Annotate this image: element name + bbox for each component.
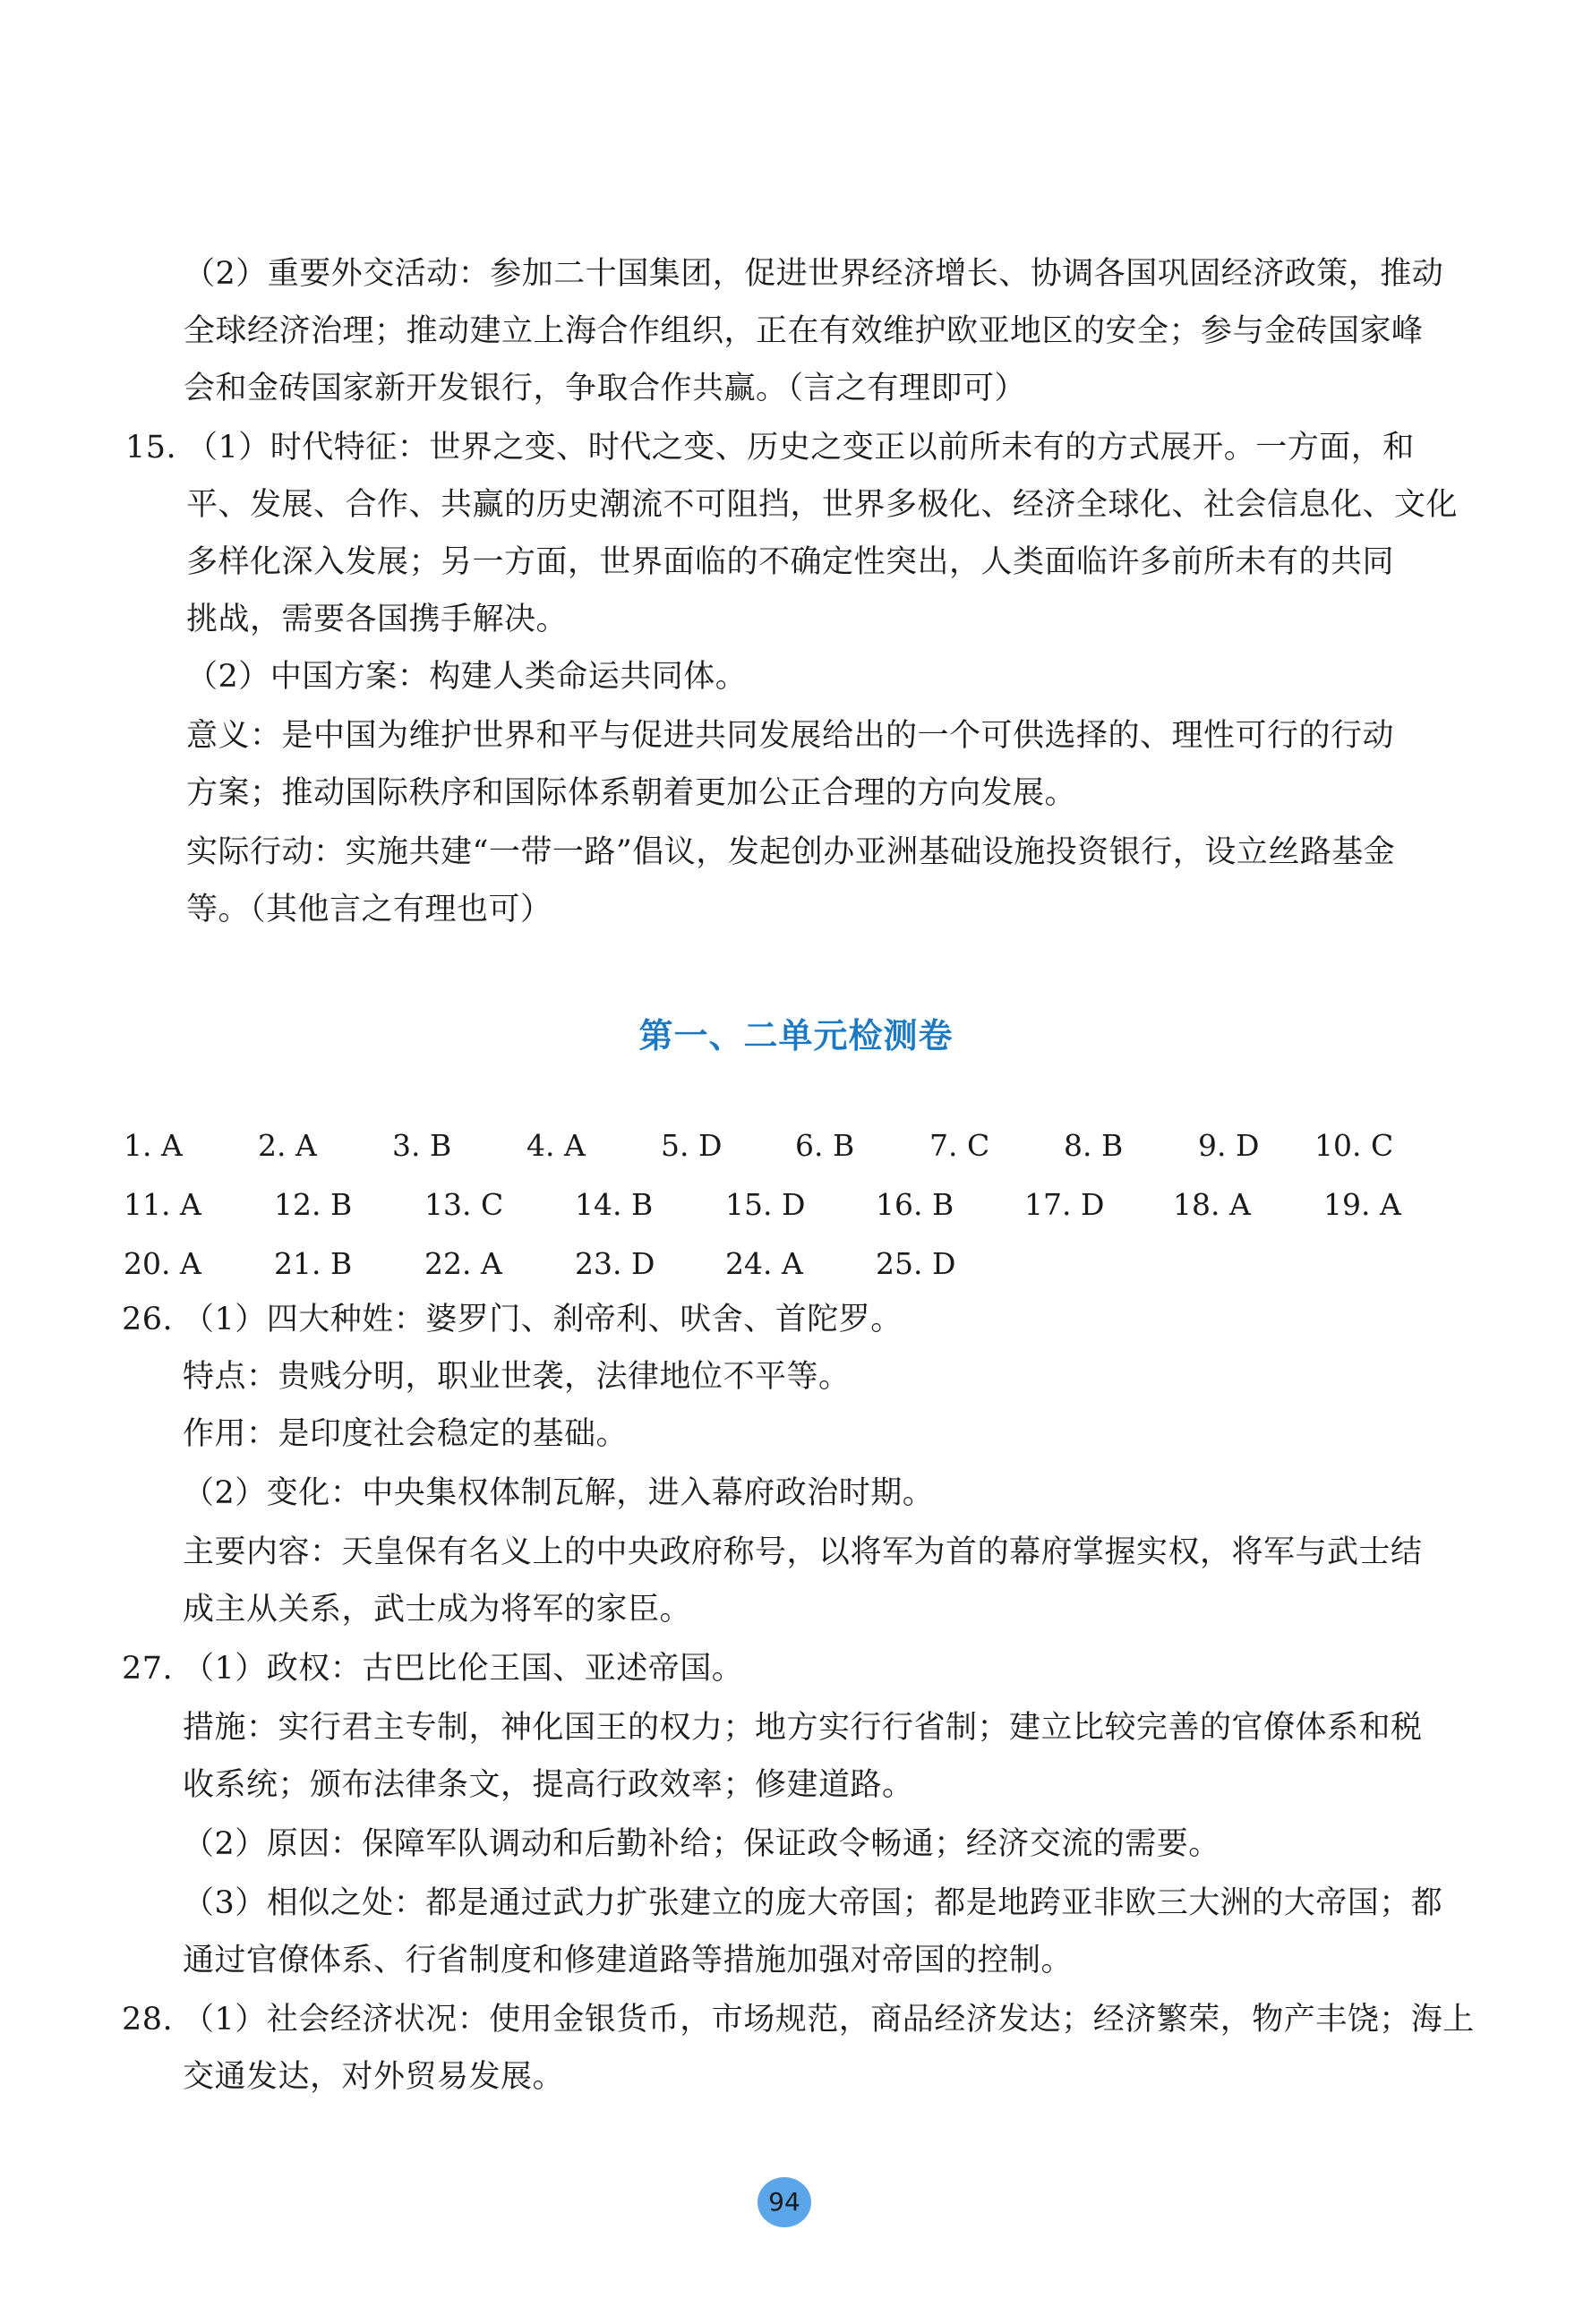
text-line: （2）原因：保障军队调动和后勤补给；保证政令畅通；经济交流的需要。 bbox=[183, 1826, 1220, 1862]
mc-answer: 15. D bbox=[725, 1187, 806, 1222]
mc-answer: 18. A bbox=[1173, 1187, 1251, 1222]
text-line: 全球经济治理；推动建立上海合作组织，正在有效维护欧亚地区的安全；参与金砖国家峰 bbox=[184, 313, 1424, 349]
question-number: 28. bbox=[122, 2002, 174, 2038]
question-27-line-1 bbox=[122, 1649, 743, 1688]
mc-answer: 17. D bbox=[1024, 1187, 1105, 1222]
text-line: 作用：是印度社会稳定的基础。 bbox=[183, 1416, 629, 1452]
text-line: （2）变化：中央集权体制瓦解，进入幕府政治时期。 bbox=[183, 1475, 935, 1511]
question-number: 27. bbox=[122, 1651, 174, 1687]
text-line: （2）重要外交活动：参加二十国集团，促进世界经济增长、协调各国巩固经济政策，推动 bbox=[184, 256, 1444, 292]
mc-answer: 11. A bbox=[124, 1187, 201, 1222]
mc-answer: 10. C bbox=[1314, 1128, 1394, 1163]
text-line: 多样化深入发展；另一方面，世界面临的不确定性突出，人类面临许多前所未有的共同 bbox=[186, 544, 1395, 580]
mc-answer: 8. B bbox=[1064, 1128, 1124, 1163]
mc-answer: 3. B bbox=[392, 1128, 452, 1163]
text-line: 方案；推动国际秩序和国际体系朝着更加公正合理的方向发展。 bbox=[186, 775, 1077, 811]
mc-answer: 22. A bbox=[424, 1246, 502, 1281]
text-line: 实际行动：实施共建“一带一路”倡议，发起创办亚洲基础设施投资银行，设立丝路基金 bbox=[186, 834, 1396, 870]
mc-answer: 19. A bbox=[1323, 1187, 1401, 1222]
mc-answer: 9. D bbox=[1198, 1128, 1260, 1163]
text-line: 交通发达，对外贸易发展。 bbox=[183, 2059, 565, 2095]
question-28-line-1 bbox=[122, 2000, 1475, 2039]
page-number-badge: 94 bbox=[757, 2177, 811, 2227]
mc-answer: 13. C bbox=[424, 1187, 504, 1222]
text-line: 平、发展、合作、共赢的历史潮流不可阻挡，世界多极化、经济全球化、社会信息化、文化 bbox=[186, 487, 1459, 523]
text-segment: （1）四大种姓：婆罗门、刹帝利、吠舍、首陀罗。 bbox=[183, 1302, 903, 1337]
text-line: 等。（其他言之有理也可） bbox=[186, 892, 552, 927]
text-segment: （1）时代特征：世界之变、时代之变、历史之变正以前所未有的方式展开。一方面，和 bbox=[186, 430, 1415, 466]
mc-answer: 5. D bbox=[661, 1128, 723, 1163]
text-line: 收系统；颁布法律条文，提高行政效率；修建道路。 bbox=[183, 1767, 914, 1803]
section-title: 第一、二单元检测卷 bbox=[638, 1016, 954, 1055]
text-line: （2）中国方案：构建人类命运共同体。 bbox=[186, 659, 748, 695]
text-line: 主要内容：天皇保有名义上的中央政府称号，以将军为首的幕府掌握实权，将军与武士结 bbox=[183, 1534, 1423, 1570]
text-segment: （1）政权：古巴比伦王国、亚述帝国。 bbox=[183, 1651, 744, 1687]
mc-answer: 7. C bbox=[929, 1128, 990, 1163]
text-line: 意义：是中国为维护世界和平与促进共同发展给出的一个可供选择的、理性可行的行动 bbox=[186, 718, 1395, 754]
question-26-line-1 bbox=[122, 1300, 903, 1339]
question-number: 15. bbox=[125, 430, 177, 466]
mc-answer: 21. B bbox=[274, 1246, 353, 1281]
mc-answer: 1. A bbox=[124, 1128, 183, 1163]
mc-answer: 14. B bbox=[575, 1187, 654, 1222]
mc-answer: 4. A bbox=[526, 1128, 586, 1163]
text-line: 措施：实行君主专制，神化国王的权力；地方实行行省制；建立比较完善的官僚体系和税 bbox=[183, 1710, 1423, 1746]
mc-answer: 24. A bbox=[725, 1246, 803, 1281]
text-line: 通过官僚体系、行省制度和修建道路等措施加强对帝国的控制。 bbox=[183, 1943, 1074, 1978]
text-line: 特点：贵贱分明，职业世袭，法律地位不平等。 bbox=[183, 1359, 851, 1395]
question-number: 26. bbox=[122, 1302, 174, 1337]
text-line: 挑战，需要各国携手解决。 bbox=[186, 602, 569, 637]
mc-answer: 16. B bbox=[876, 1187, 954, 1222]
text-line: 成主从关系，武士成为将军的家臣。 bbox=[183, 1592, 692, 1628]
text-line: （3）相似之处：都是通过武力扩张建立的庞大帝国；都是地跨亚非欧三大洲的大帝国；都 bbox=[183, 1885, 1443, 1921]
mc-answer: 23. D bbox=[575, 1246, 655, 1281]
mc-answer: 25. D bbox=[876, 1246, 956, 1281]
text-line: 会和金砖国家新开发银行，争取合作共赢。（言之有理即可） bbox=[184, 371, 1027, 406]
question-15-line-1 bbox=[125, 428, 1415, 467]
text-segment: （1）社会经济状况：使用金银货币，市场规范，商品经济发达；经济繁荣，物产丰饶；海上 bbox=[183, 2002, 1475, 2038]
mc-answer: 20. A bbox=[124, 1246, 201, 1281]
mc-answer: 2. A bbox=[258, 1128, 317, 1163]
mc-answer: 6. B bbox=[795, 1128, 855, 1163]
mc-answer: 12. B bbox=[274, 1187, 353, 1222]
